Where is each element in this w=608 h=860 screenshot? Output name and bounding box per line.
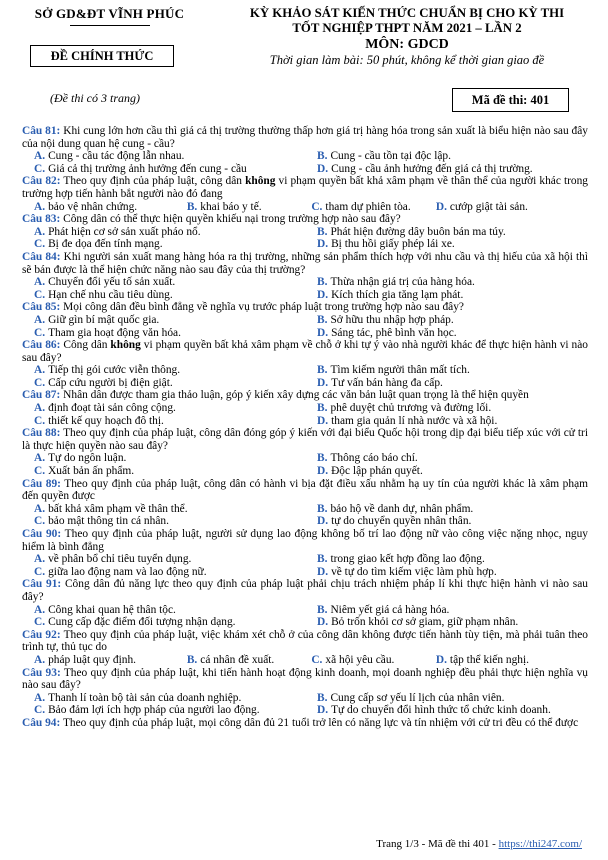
options-row (22, 553, 588, 566)
question-keyword: không (245, 175, 276, 188)
question-stem (22, 339, 588, 364)
question-number: Câu 93: (22, 666, 61, 679)
question-item (22, 427, 588, 477)
answer-option[interactable] (175, 201, 300, 214)
option-text: Thừa nhận giá trị của hàng hóa. (330, 276, 475, 289)
question-number: Câu 81: (22, 125, 61, 137)
option-text: định đoạt tài sản công cộng. (48, 402, 176, 415)
option-letter: C. (34, 616, 46, 629)
answer-option[interactable] (22, 616, 305, 629)
question-number: Câu 92: (22, 628, 61, 641)
option-text: cá nhân đề xuất. (200, 653, 275, 666)
option-letter: C. (34, 414, 46, 427)
question-number: Câu 85: (22, 301, 61, 314)
answer-option[interactable] (305, 452, 588, 465)
answer-option[interactable] (305, 692, 588, 705)
question-item (22, 125, 588, 175)
question-text: Công dân (60, 339, 111, 352)
answer-option[interactable] (305, 415, 588, 428)
option-text: cướp giật tài sản. (449, 200, 528, 213)
option-letter: B. (317, 502, 328, 515)
answer-option[interactable] (305, 566, 588, 579)
option-text: Cung - cầu tồn tại độc lập. (330, 150, 451, 163)
answer-option[interactable] (22, 415, 305, 428)
option-letter: C. (311, 653, 323, 666)
options-row (22, 465, 588, 478)
option-text: tham dự phiên tòa. (325, 200, 411, 213)
option-letter: A. (34, 313, 46, 326)
header-left (22, 6, 197, 26)
answer-option[interactable] (22, 163, 305, 176)
option-letter: C. (34, 162, 46, 175)
options-row (22, 704, 588, 717)
options-row (22, 276, 588, 289)
option-letter: C. (34, 515, 46, 528)
question-item (22, 175, 588, 213)
options-row (22, 364, 588, 377)
option-text: Bỏ trốn khỏi cơ sở giam, giữ phạm nhân. (331, 616, 519, 629)
question-text: Theo quy định của pháp luật, công dân đóng góp ý kiến với đại biểu Quốc hội trong dịp đại biểu tiếp xúc với cử tri là thực hiện quyền nào sau đây? (22, 427, 588, 452)
option-letter: D. (317, 704, 329, 717)
option-letter: B. (317, 225, 328, 238)
answer-option[interactable] (305, 616, 588, 629)
option-text: Giá cả thị trường ảnh hưởng đến cung - cầu (48, 162, 247, 175)
exam-code: Mã đề thi: 401 (452, 88, 569, 112)
question-stem (22, 629, 588, 654)
subject-title: MÔN: GDCD (365, 37, 449, 52)
question-text: Khi người sản xuất mang hàng hóa ra thị trường, những sản phẩm thích hợp với nhu cầu và thị hiếu của xã hội thì sẽ bán được là thể hiện chức năng nào sau đây của thị trường? (22, 250, 589, 276)
answer-option[interactable] (22, 150, 305, 163)
question-item (22, 251, 588, 301)
answer-option[interactable] (305, 314, 588, 327)
question-number: Câu 84: (22, 250, 61, 263)
options-row (22, 289, 588, 302)
option-letter: A. (34, 364, 46, 377)
exam-title-line1: KỲ KHẢO SÁT KIẾN THỨC CHUẨN BỊ CHO KỲ THI (249, 6, 565, 20)
option-letter: D. (317, 565, 329, 578)
answer-option[interactable] (22, 704, 305, 717)
exam-title-line2: TỐT NGHIỆP THPT NĂM 2021 – LẦN 2 (292, 21, 522, 35)
question-number: Câu 90: (22, 528, 62, 540)
option-letter: A. (34, 452, 46, 465)
option-letter: D. (317, 414, 329, 427)
option-letter: D. (317, 465, 329, 478)
option-letter: B. (317, 691, 328, 704)
answer-option[interactable] (305, 704, 588, 717)
question-stem (22, 478, 588, 503)
question-stem (22, 251, 588, 276)
option-letter: C. (34, 288, 46, 301)
options-row (22, 314, 588, 327)
option-text: Xuất bản ấn phẩm. (48, 465, 135, 478)
answer-option[interactable] (22, 238, 305, 251)
option-text: Giữ gìn bí mật quốc gia. (48, 313, 160, 326)
option-letter: A. (34, 502, 46, 515)
option-text: Chuyển đổi yếu tố sản xuất. (48, 276, 176, 289)
option-text: Kích thích gia tăng lạm phát. (331, 288, 464, 301)
question-text: Theo quy định của pháp luật, công dân (60, 175, 246, 188)
options-row (22, 402, 588, 415)
answer-option[interactable] (305, 163, 588, 176)
option-letter: A. (34, 402, 46, 415)
option-letter: B. (186, 200, 198, 213)
answer-option[interactable] (305, 604, 588, 617)
footer-text: Trang 1/3 - Mã đề thi 401 - (376, 838, 499, 850)
option-text: Tự do ngôn luận. (48, 452, 127, 465)
question-number: Câu 82: (22, 175, 61, 188)
option-letter: D. (317, 515, 329, 528)
question-stem (22, 213, 588, 226)
answer-option[interactable] (22, 503, 305, 516)
options-row (22, 163, 588, 176)
answer-option[interactable] (305, 377, 588, 390)
option-letter: A. (34, 200, 46, 213)
option-letter: A. (34, 653, 46, 666)
question-stem (22, 427, 588, 452)
option-text: Sáng tác, phê bình văn học. (331, 326, 457, 339)
option-text: phê duyệt chủ trương và đường lối. (330, 402, 492, 415)
option-text: Phát hiện cơ sở sản xuất pháo nổ. (48, 225, 201, 238)
option-text: về tự do tìm kiếm việc làm phù hợp. (331, 565, 497, 578)
answer-option[interactable] (305, 503, 588, 516)
option-letter: D. (435, 200, 447, 213)
answer-option[interactable] (22, 604, 305, 617)
option-text: trong giao kết hợp đồng lao động. (330, 553, 485, 566)
option-letter: C. (34, 465, 46, 478)
question-item (22, 389, 588, 427)
answer-option[interactable] (305, 515, 588, 528)
question-text: Theo quy định của pháp luật, người sử dụng lao động không bố trí lao động nữ vào công việc nặng nhọc, nguy hiểm là bình đẳng (22, 528, 588, 553)
options-row (22, 654, 588, 667)
question-stem (22, 578, 588, 603)
options-row (22, 226, 588, 239)
header-right (212, 6, 602, 68)
question-item (22, 667, 588, 717)
option-text: Cung - cầu tác động lẫn nhau. (48, 150, 185, 163)
option-letter: C. (34, 326, 46, 339)
option-text: bất khả xâm phạm về thân thể. (48, 502, 188, 515)
answer-option[interactable] (299, 654, 424, 667)
option-text: Bảo đảm lợi ích hợp pháp của người lao động. (48, 704, 260, 717)
option-text: Cung cấp sơ yếu lí lịch của nhân viên. (330, 691, 505, 704)
option-text: Phát hiện đường dây buôn bán ma túy. (330, 225, 506, 238)
options-row (22, 452, 588, 465)
answer-option[interactable] (22, 377, 305, 390)
options-row (22, 503, 588, 516)
time-note: Thời gian làm bài: 50 phút, không kể thời gian giao đề (269, 53, 545, 67)
option-text: về phân bổ chỉ tiêu tuyển dụng. (48, 553, 192, 566)
answer-option[interactable] (22, 452, 305, 465)
answer-option[interactable] (305, 150, 588, 163)
question-text: Theo quy định của pháp luật, khi tiến hành hoạt động kinh doanh, mọi doanh nghiệp đều phải thực hiện nghĩa vụ nào sau đây? (22, 666, 588, 692)
answer-option[interactable] (22, 314, 305, 327)
option-text: Tìm kiếm người thân mất tích. (330, 364, 470, 377)
option-letter: D. (317, 616, 329, 629)
answer-option[interactable] (299, 201, 424, 214)
question-stem (22, 301, 588, 314)
option-letter: B. (317, 313, 328, 326)
question-text: Nhân dân được tham gia thảo luận, góp ý kiến xây dựng các văn bản luật quan trọng là thể hiện quyền (60, 389, 529, 402)
question-stem (22, 125, 588, 150)
question-number: Câu 87: (22, 389, 61, 402)
answer-option[interactable] (22, 692, 305, 705)
options-row (22, 515, 588, 528)
option-text: bảo mật thông tin cá nhân. (48, 515, 169, 528)
answer-option[interactable] (424, 654, 588, 667)
option-text: Thông cáo báo chí. (330, 452, 418, 465)
option-text: bảo vệ nhân chứng. (48, 200, 138, 213)
pages-note: (Đề thi có 3 trang) (50, 91, 140, 105)
question-list (22, 125, 588, 730)
answer-option[interactable] (22, 566, 305, 579)
question-stem (22, 175, 588, 200)
options-row (22, 201, 588, 214)
answer-option[interactable] (305, 289, 588, 302)
option-letter: C. (34, 704, 46, 717)
question-text: Theo quy định của pháp luật, mọi công dân đủ 21 tuổi trở lên có năng lực và tín nhiệm với cử tri đều có thể được (60, 716, 579, 729)
question-number: Câu 88: (22, 427, 61, 440)
option-text: tập thể kiến nghị. (449, 653, 530, 666)
answer-option[interactable] (22, 553, 305, 566)
options-row (22, 150, 588, 163)
official-label: ĐỀ CHÍNH THỨC (30, 45, 174, 67)
question-item (22, 478, 588, 528)
department-name: SỞ GD&ĐT VĨNH PHÚC (34, 6, 185, 21)
option-text: tự do chuyển quyền nhân thân. (331, 515, 472, 528)
option-text: Cấp cứu người bị điện giật. (48, 376, 173, 389)
options-row (22, 415, 588, 428)
answer-option[interactable] (22, 201, 175, 214)
answer-option[interactable] (22, 515, 305, 528)
option-text: giữa lao động nam và lao động nữ. (48, 565, 207, 578)
option-letter: D. (317, 288, 329, 301)
option-text: Sở hữu thu nhập hợp pháp. (330, 313, 454, 326)
department-underline (70, 25, 150, 26)
question-keyword: không (110, 339, 141, 352)
question-item (22, 629, 588, 667)
options-row (22, 604, 588, 617)
option-text: pháp luật quy định. (48, 653, 137, 666)
option-letter: B. (317, 603, 328, 616)
question-number: Câu 94: (22, 716, 61, 729)
option-letter: A. (34, 691, 46, 704)
option-letter: A. (34, 603, 46, 616)
answer-option[interactable] (22, 327, 305, 340)
option-text: xã hội yêu cầu. (325, 653, 395, 666)
options-row (22, 238, 588, 251)
option-letter: D. (435, 653, 447, 666)
answer-option[interactable] (305, 276, 588, 289)
question-text: Mọi công dân đều bình đẳng về nghĩa vụ trước pháp luật trong trường hợp nào sau đây? (60, 301, 464, 314)
answer-option[interactable] (22, 226, 305, 239)
answer-option[interactable] (305, 226, 588, 239)
options-row (22, 377, 588, 390)
question-stem (22, 528, 588, 553)
question-item (22, 578, 588, 628)
option-letter: D. (317, 376, 329, 389)
option-letter: A. (34, 150, 46, 163)
answer-option[interactable] (305, 238, 588, 251)
option-letter: A. (34, 553, 46, 566)
page-footer (0, 838, 582, 850)
answer-option[interactable] (22, 364, 305, 377)
answer-option[interactable] (305, 364, 588, 377)
option-letter: B. (317, 276, 328, 289)
question-item (22, 717, 588, 730)
answer-option[interactable] (305, 327, 588, 340)
question-item (22, 528, 588, 578)
option-letter: C. (34, 376, 46, 389)
answer-option[interactable] (22, 276, 305, 289)
option-text: Cung - cầu ảnh hưởng đến giá cả thị trường. (331, 162, 533, 175)
answer-option[interactable] (305, 553, 588, 566)
answer-option[interactable] (175, 654, 300, 667)
option-letter: B. (317, 452, 328, 465)
option-text: Bị thu hồi giấy phép lái xe. (331, 238, 455, 251)
question-text: Theo quy định của pháp luật, việc khám xét chỗ ở của công dân không được tiến hành tùy tiện, mà phải tuân theo trình tự, thủ tục do (22, 628, 588, 654)
question-item (22, 213, 588, 251)
option-text: Độc lập phán quyết. (331, 465, 423, 478)
question-item (22, 301, 588, 339)
option-text: Thanh lí toàn bộ tài sản của doanh nghiệp. (48, 691, 242, 704)
options-row (22, 566, 588, 579)
option-letter: B. (317, 553, 328, 566)
question-text-continued: vi phạm quyền bất khả xâm phạm về thân thể của người khác trong trường hợp tiến hành bắt người nào đó đang (22, 175, 588, 200)
option-letter: B. (317, 402, 328, 415)
answer-option[interactable] (22, 289, 305, 302)
question-stem (22, 717, 588, 730)
option-letter: D. (317, 326, 329, 339)
option-letter: C. (34, 238, 46, 251)
option-text: thiết kế quy hoạch đô thị. (48, 414, 164, 427)
option-text: Công khai quan hệ thân tộc. (48, 603, 176, 616)
answer-option[interactable] (22, 654, 175, 667)
option-letter: B. (317, 150, 328, 163)
options-row (22, 616, 588, 629)
option-letter: A. (34, 225, 46, 238)
question-number: Câu 86: (22, 339, 61, 352)
option-text: Tham gia hoạt động văn hóa. (48, 326, 181, 339)
question-number: Câu 83: (22, 213, 61, 226)
question-number: Câu 89: (22, 477, 61, 490)
option-text: Tự do chuyển đổi hình thức tổ chức kinh doanh. (331, 704, 551, 717)
option-letter: A. (34, 276, 46, 289)
option-text: tham gia quản lí nhà nước và xã hội. (331, 414, 498, 427)
option-letter: D. (317, 238, 329, 251)
options-row (22, 692, 588, 705)
option-letter: B. (317, 364, 328, 377)
question-text: Công dân có thể thực hiện quyền khiếu nại trong trường hợp nào sau đây? (60, 213, 401, 226)
answer-option[interactable] (22, 465, 305, 478)
option-text: Hạn chế nhu cầu tiêu dùng. (48, 288, 173, 301)
question-stem (22, 389, 588, 402)
option-text: Cung cấp đặc điểm đối tượng nhận dạng. (48, 616, 236, 629)
footer-link[interactable]: https://thi247.com/ (498, 838, 582, 850)
options-row (22, 327, 588, 340)
question-text: Theo quy định của pháp luật, công dân có hành vi bịa đặt điều xấu nhằm hạ uy tín của người khác là xâm phạm đến quyền được (22, 477, 588, 503)
question-item (22, 339, 588, 389)
answer-option[interactable] (305, 465, 588, 478)
option-letter: D. (317, 162, 329, 175)
answer-option[interactable] (22, 402, 305, 415)
option-text: Tiếp thị gói cước viễn thông. (48, 364, 181, 377)
option-letter: C. (311, 200, 323, 213)
option-text: Tư vấn bán hàng đa cấp. (331, 376, 443, 389)
option-letter: C. (34, 565, 46, 578)
option-text: Niêm yết giá cả hàng hóa. (330, 603, 450, 616)
option-text: khai báo y tế. (200, 200, 262, 213)
answer-option[interactable] (305, 402, 588, 415)
question-text: Công dân đủ năng lực theo quy định của pháp luật phải chịu trách nhiệm pháp lí khi thực hiện hành vi nào sau đây? (22, 578, 588, 603)
question-stem (22, 667, 588, 692)
option-text: bảo hộ về danh dự, nhân phẩm. (330, 502, 474, 515)
question-number: Câu 91: (22, 578, 62, 591)
question-text: Khi cung lớn hơn cầu thì giá cả thị trường thường thấp hơn giá trị hàng hóa trong sản xuất là biểu hiện nào sau đây của nội dung quan hệ cung - cầu? (22, 125, 588, 150)
option-letter: B. (186, 653, 198, 666)
answer-option[interactable] (424, 201, 588, 214)
option-text: Bị đe dọa đến tính mạng. (48, 238, 163, 251)
question-text-continued: vi phạm quyền bất khả xâm phạm về chỗ ở khi tự ý vào nhà người khác để thực hiện hành vi nào sau đây? (22, 339, 588, 364)
